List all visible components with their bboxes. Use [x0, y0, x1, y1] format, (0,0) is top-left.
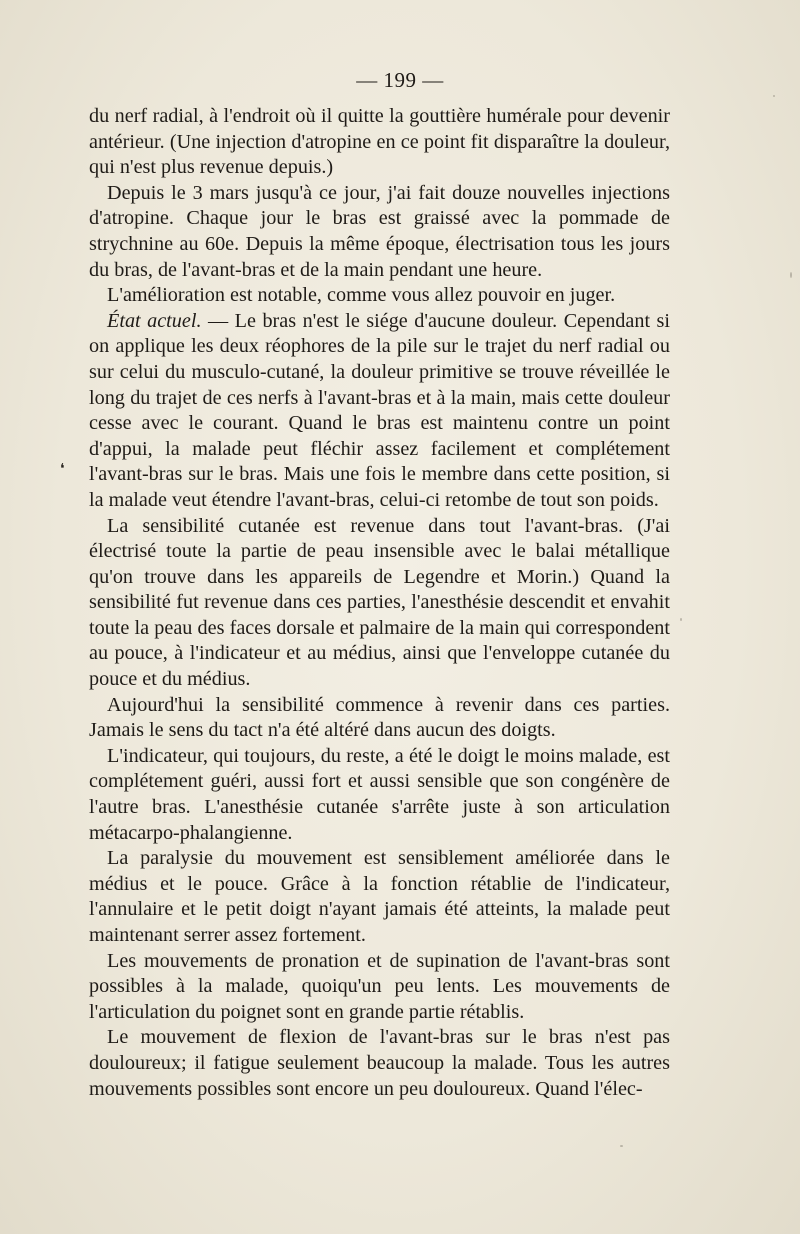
paragraph-4-text: — Le bras n'est le siége d'aucune douleur. Cependant si on applique les deux réophores de la pile sur le trajet du nerf radial ou sur celui du musculo-cutané, la douleur primitive se trouve réveillée le long du trajet de ces nerfs à l'avant-bras et à la main, mais cette douleur cesse avec le courant. Quand le bras est maintenu contre un point d'appui, la malade peut fléchir assez facilement et complétement l'avant-bras sur le bras. Mais une fois le membre dans cette position, si la malade veut étendre l'avant-bras, celui-ci retombe de tout son poids.: [89, 309, 671, 511]
body-text: [89, 104, 670, 1102]
paper-speck: [620, 1145, 623, 1147]
paper-speck: [773, 95, 775, 97]
paragraph-1: du nerf radial, à l'endroit où il quitte la gouttière humérale pour devenir antérieur. (Une injection d'atropine en ce point fit disparaître la douleur, qui n'est plus revenue depuis.): [89, 105, 670, 179]
paragraph-4: [89, 309, 670, 514]
margin-ink-mark: ❛: [60, 462, 65, 477]
paper-speck: [790, 272, 792, 278]
paragraph-3: L'amélioration est notable, comme vous allez pouvoir en juger.: [107, 284, 616, 307]
page-number: — 199 —: [356, 68, 444, 92]
paragraph-2: Depuis le 3 mars jusqu'à ce jour, j'ai fait douze nouvelles injections d'atropine. Chaque jour le bras est graissé avec la pommade de strychnine au 60e. Depuis la même époque, électrisation tous les jours du bras, de l'avant-bras et de la main pendant une heure.: [89, 181, 670, 281]
paragraph-6: Aujourd'hui la sensibilité commence à revenir dans ces parties. Jamais le sens du tact n'a été altéré dans aucun des doigts.: [89, 693, 670, 742]
paragraph-10: Le mouvement de flexion de l'avant-bras sur le bras n'est pas douloureux; il fatigue seulement beaucoup la malade. Tous les autres mouvements possibles sont encore un peu douloureux. Quand l'élec-: [89, 1026, 670, 1100]
paper-speck: [680, 618, 682, 621]
paragraph-9: Les mouvements de pronation et de supination de l'avant-bras sont possibles à la malade, quoiqu'un peu lents. Les mouvements de l'articulation du poignet sont en grande partie rétablis.: [89, 949, 670, 1023]
paragraph-8: La paralysie du mouvement est sensiblement améliorée dans le médius et le pouce. Grâce à la fonction rétablie de l'indicateur, l'annulaire et le petit doigt n'ayant jamais été atteints, la malade peut maintenant serrer assez fortement.: [89, 847, 670, 946]
paragraph-4-lead: État actuel.: [107, 309, 202, 332]
paragraph-5: La sensibilité cutanée est revenue dans tout l'avant-bras. (J'ai électrisé toute la partie de peau insensible avec le balai métallique qu'on trouve dans les appareils de Legendre et Morin.) Quand la sensibilité fut revenue dans ces parties, l'anesthésie descendit et envahit toute la peau des faces dorsale et palmaire de la main qui correspondent au pouce, à l'indicateur et au médius, ainsi que l'enveloppe cutanée du pouce et du médius.: [89, 514, 670, 691]
paragraph-7: L'indicateur, qui toujours, du reste, a été le doigt le moins malade, est complétement guéri, aussi fort et aussi sensible que son congénère de l'autre bras. L'anesthésie cutanée s'arrête juste à son articulation métacarpo-phalangienne.: [89, 744, 670, 844]
